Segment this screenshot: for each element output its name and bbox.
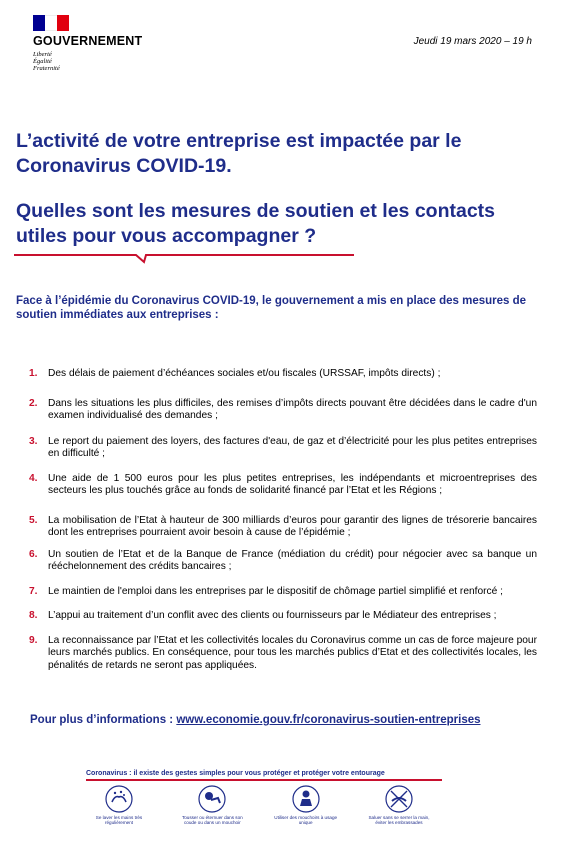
measure-number: 1. bbox=[29, 368, 38, 379]
document-subtitle: Quelles sont les mesures de soutien et les contacts utiles pour vous accompagner ? bbox=[16, 200, 496, 247]
government-logo bbox=[33, 15, 142, 72]
measure-text: Un soutien de l’Etat et de la Banque de France (médiation du crédit) pour négocier avec sa banque un rééchelonnement des crédits bancaires ; bbox=[48, 548, 537, 572]
measure-item bbox=[29, 549, 537, 574]
measure-item bbox=[29, 473, 537, 498]
measure-text: La reconnaissance par l’Etat et les collectivités locales du Coronavirus comme un cas de force majeure pour leurs marchés publics. En conséquence, pour tous les marchés publics d’Etat et des collectivités locales, les pénalités de retards ne seront pas appliquées. bbox=[48, 634, 537, 671]
measure-item bbox=[29, 610, 537, 623]
measures-list bbox=[29, 368, 537, 672]
gesture-no-handshake bbox=[366, 785, 432, 826]
measure-text: Dans les situations les plus difficiles, des remises d’impôts directs pouvant être décidées dans le cadre d'un examen individualisé des demandes ; bbox=[48, 397, 537, 421]
measure-number: 6. bbox=[29, 548, 38, 560]
banner-divider bbox=[86, 779, 442, 781]
no-handshake-icon bbox=[385, 785, 413, 813]
gesture-icons bbox=[86, 785, 432, 826]
measure-text: Des délais de paiement d’échéances sociales et/ou fiscales (URSSAF, impôts directs) ; bbox=[48, 368, 441, 379]
gesture-caption: Saluer sans se serrer la main, éviter les embrassades bbox=[368, 815, 430, 826]
measure-number: 7. bbox=[29, 585, 38, 597]
measure-text: Le maintien de l'emploi dans les entreprises par le dispositif de chômage partiel simplifié et renforcé ; bbox=[48, 585, 503, 597]
gesture-caption: Se laver les mains très régulièrement bbox=[95, 815, 143, 826]
measure-number: 5. bbox=[29, 514, 38, 526]
measure-number: 4. bbox=[29, 472, 38, 484]
banner-prefix: Coronavirus : bbox=[86, 770, 132, 777]
gesture-cough-elbow bbox=[179, 785, 245, 826]
document-title: L’activité de votre entreprise est impactée par le Coronavirus COVID-19. bbox=[16, 130, 462, 177]
measure-item bbox=[29, 635, 537, 673]
french-flag-icon bbox=[33, 15, 69, 31]
motto-egalite: Égalité bbox=[33, 58, 52, 65]
measure-text: L’appui au traitement d’un conflit avec des clients ou fournisseurs par le Médiateur des entreprises ; bbox=[48, 610, 497, 621]
motto-fraternite: Fraternité bbox=[33, 65, 60, 72]
measure-number: 8. bbox=[29, 610, 38, 621]
more-info-label: Pour plus d’informations : bbox=[30, 714, 174, 726]
measure-item bbox=[29, 368, 537, 381]
measure-text: La mobilisation de l’Etat à hauteur de 300 milliards d’euros pour garantir des lignes de trésorerie bancaires dont les entreprises pourraient avoir besoin à cause de l’épidémie ; bbox=[48, 514, 537, 538]
title-underline-decoration bbox=[14, 250, 354, 264]
gesture-hand-wash bbox=[86, 785, 152, 826]
government-wordmark: GOUVERNEMENT bbox=[33, 34, 143, 48]
gesture-tissue bbox=[273, 785, 339, 826]
more-info bbox=[30, 714, 481, 726]
document-date: Jeudi 19 mars 2020 – 19 h bbox=[413, 36, 532, 47]
measure-item bbox=[29, 586, 537, 599]
measure-number: 2. bbox=[29, 397, 38, 409]
more-info-link[interactable]: www.economie.gouv.fr/coronavirus-soutien-entreprises bbox=[176, 714, 481, 726]
motto-liberte: Liberté bbox=[33, 51, 52, 58]
hand-wash-icon bbox=[105, 785, 133, 813]
prevention-banner bbox=[86, 770, 446, 826]
measure-item bbox=[29, 436, 537, 461]
measure-text: Une aide de 1 500 euros pour les plus petites entreprises, les indépendants et microentreprises des secteurs les plus touchés grâce au fonds de solidarité financé par l’Etat et les Régions ; bbox=[48, 472, 537, 496]
banner-title bbox=[86, 770, 446, 777]
gesture-caption: Tousser ou éternuer dans son coude ou dans un mouchoir bbox=[181, 815, 243, 826]
intro-paragraph: Face à l’épidémie du Coronavirus COVID-19, le gouvernement a mis en place des mesures de soutien immédiates aux entreprises : bbox=[16, 295, 527, 321]
measure-number: 9. bbox=[29, 634, 38, 646]
measure-text: Le report du paiement des loyers, des factures d'eau, de gaz et d’électricité pour les plus petites entreprises en difficulté ; bbox=[48, 435, 537, 459]
republic-motto bbox=[33, 51, 142, 72]
gesture-caption: Utiliser des mouchoirs à usage unique bbox=[274, 815, 338, 826]
measure-number: 3. bbox=[29, 435, 38, 447]
tissue-icon bbox=[292, 785, 320, 813]
cough-elbow-icon bbox=[198, 785, 226, 813]
measure-item bbox=[29, 398, 537, 423]
banner-text: il existe des gestes simples pour vous protéger et protéger votre entourage bbox=[133, 770, 385, 777]
measure-item bbox=[29, 515, 537, 540]
